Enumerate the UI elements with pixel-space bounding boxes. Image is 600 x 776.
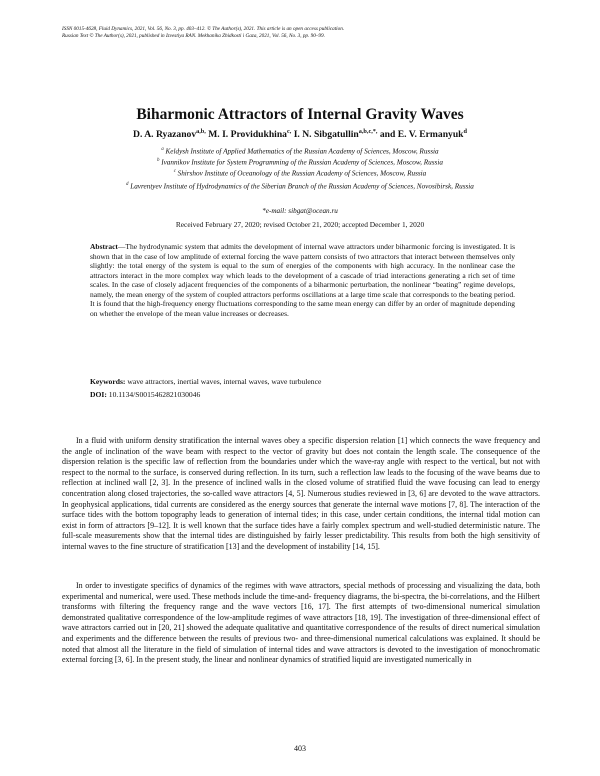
doi-label: DOI: — [90, 390, 107, 399]
article-title: Biharmonic Attractors of Internal Gravity Waves — [136, 106, 464, 123]
abstract-text: —The hydrodynamic system that admits the development of internal wave attractors under biharmonic forcing is investigated. It is shown that in the case of low amplitude of external forcing the wave pattern consists of two attractors that interact between themselves only slightly: the total energy of the system is equal to the sum of energies of the components with high accuracy. In the nonlinear case the attractors interact in the more complex way which leads to the development of a cascade of triad interactions generating a rich set of time scales. In the case of closely adjacent frequencies of the components of a biharmonic perturbation, the nonlinear “beating” regime develops, namely, the mean energy of the system of coupled attractors performs oscillations at a large time scale that corresponds to the beating period. It is found that the high-frequency energy fluctuations corresponding to the same mean energy can differ by an order of magnitude depending on whether the envelope of the mean value increases or decreases. — [90, 242, 515, 318]
body-paragraph-1 — [62, 436, 540, 553]
received-dates: Received February 27, 2020; revised October 21, 2020; accepted December 1, 2020 — [175, 220, 425, 229]
keywords-label: Keywords: — [90, 377, 126, 386]
affiliation-c: $^c$ Shirshov Institute of Oceanology of the Russian Academy of Sciences, Moscow, Russia — [173, 169, 427, 178]
author-list: D. A. Ryazanov$^{a,b,}$ M. I. Providukhina$^{c,}$ I. N. Sibgatullin$^{a,b,c,*,}$ and E. V. Ermanyuk$^d$ — [133, 128, 467, 141]
abstract-label: Abstract — [90, 242, 118, 251]
keywords — [90, 377, 520, 386]
corresponding-email: *e-mail: sibgat@ocean.ru — [262, 207, 338, 215]
paragraph-text: In a fluid with uniform density stratification the internal waves obey a specific dispersion relation [1] which connects the wave frequency and the angle of inclination of the wave beam with respect to the vector of gravity but does not contain the length scale. The consequence of the dispersion relation is the specific law of reflection from the boundaries under which the wave-ray angle with respect to the vertical, but not with respect to the normal to the surface, is conserved during reflection. In its turn, such a reflection law leads to the focusing of the wave beams due to reflection at inclined wall [2, 3]. In the presence of inclined walls in the closed volume of stratified fluid the wave focusing can lead to energy concentration along closed trajectories, the so-called wave attractors [4, 5]. Numerous studies reviewed in [3, 6] are devoted to the wave attractors. In geophysical applications, tidal currents are considered as the energy sources that generate the internal wave motions [7, 8]. The interaction of the surface tides with the bottom topography leads to generation of internal tides; in this case, under certain conditions, the internal tidal motion can exist in form of attractors [9–12]. It is well known that the surface tides have a fairly complex spectrum and well-studied deterministic nature. The full-scale measurements show that the internal tides are distinguished by fairly lesser predictability. This results from both the high sensitivity of internal waves to the fine structure of stratification [13] and the development of instability [14, 15]. — [62, 436, 540, 551]
body-paragraph-2 — [62, 581, 540, 666]
keywords-text: wave attractors, inertial waves, internal waves, wave turbulence — [125, 377, 322, 386]
paragraph-text: In order to investigate specifics of dynamics of the regimes with wave attractors, special methods of processing and visualizing the data, both experimental and numerical, were used. These methods include the time-and- frequency diagrams, the bi-spectra, the bi-correlations, and the Hilbert transforms with filtering the frequency range and the wave vectors [16, 17]. The first attempts of two-dimensional numerical simulation demonstrated qualitative correspondence of the low-amplitude regimes of wave attractors [18, 19]. The investigation of three-dimensional effect of wave attractors carried out in [20, 21] showed the adequate qualitative and quantitative correspondence of the results of direct numerical simulation and experiments and the difference between the results of previous two- and three-dimensional numerical calculations was explained. It should be noted that almost all the literature in the field of simulation of internal tides and wave attractors is devoted to the investigation of monochromatic external forcing [3, 6]. In the present study, the linear and nonlinear dynamics of stratified liquid are investigated numerically in — [62, 581, 540, 665]
affiliation-a: $^a$ Keldysh Institute of Applied Mathematics of the Russian Academy of Sciences, Moscow, Russia — [161, 147, 439, 156]
abstract — [90, 242, 515, 318]
affiliation-b: $^b$ Ivannikov Institute for System Programming of the Russian Academy of Sciences, Moscow, Russia — [157, 158, 443, 167]
journal-header-line-2: Russian Text © The Author(s), 2021, published in Izvestiya RAN. Mekhanika Zhidkosti i Gaza, 2021, Vol. 56, No. 3, pp. 90–99. — [62, 33, 325, 39]
page-number: 403 — [294, 744, 306, 753]
journal-header-line-1: ISSN 0015-4628, Fluid Dynamics, 2021, Vol. 56, No. 3, pp. 403–412. © The Author(s), 2021. This article is an open access publication. — [62, 26, 345, 32]
doi — [90, 390, 520, 399]
affiliation-d: $^d$ Lavrentyev Institute of Hydrodynamics of the Siberian Branch of the Russian Academy of Sciences, Novosibirsk, Russia — [126, 182, 474, 191]
doi-text: 10.1134/S0015462821030046 — [106, 390, 201, 399]
